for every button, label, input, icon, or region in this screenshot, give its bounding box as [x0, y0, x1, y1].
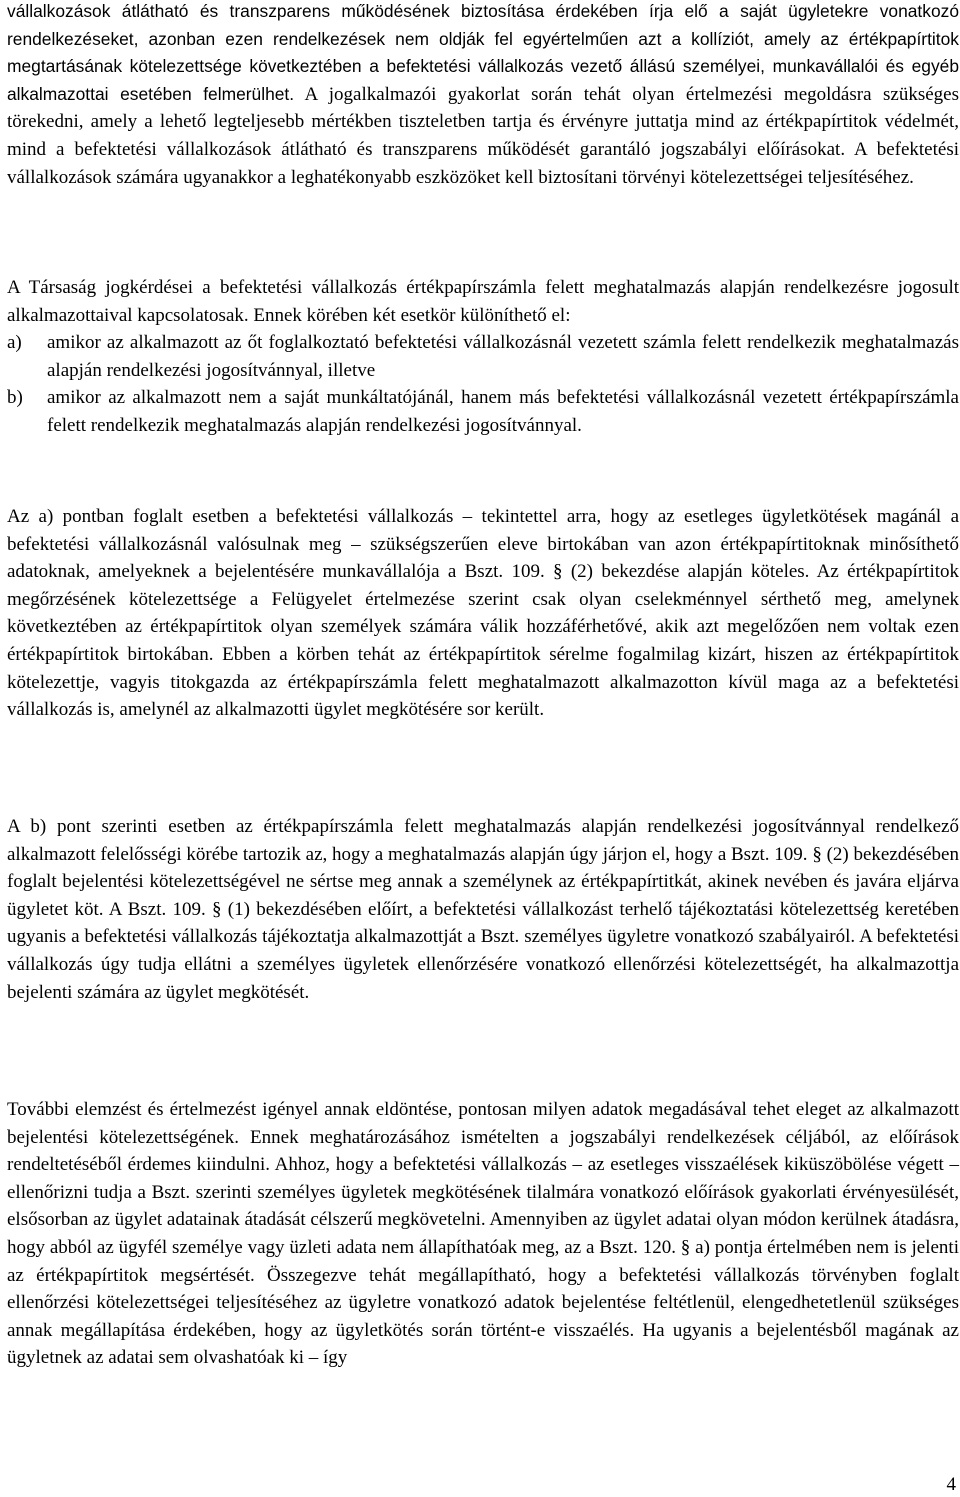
paragraph-2	[7, 274, 959, 440]
list-marker: a)	[7, 332, 22, 354]
list-item	[7, 329, 959, 384]
paragraph-5: További elemzést és értelmezést igényel annak eldöntése, pontosan milyen adatok megadásával tehet eleget az alkalmazott bejelentési kötelezettségének. Ennek meghatározásához ismételten a jogszabályi rendelkezések céljából, az előírások rendeltetéséből érdemes kiindulni. Ahhoz, hogy a befektetési vállalkozás – az esetleges visszaélések kiküszöbölése végett – ellenőrizni tudja a Bszt. szerinti személyes ügyletek megkötésének tilalmára vonatkozó előírások gyakorlati érvényesülését, elsősorban az ügylet adatainak átadását célszerű megkövetelni. Amennyiben az ügylet adatai olyan módon kerülnek átadásra, hogy abból az ügyfél személye vagy üzleti adata nem állapíthatóak meg, az a Bszt. 120. § a) pontja értelmében nem is jelenti az értékpapírtitok megsértését. Összegezve tehát megállapítható, hogy a befektetési vállalkozás törvényben foglalt ellenőrzési kötelezettségei teljesítéséhez az ügyletre vonatkozó adatok bejelentése feltétlenül, elengedhetetlenül szükséges annak megállapítása érdekében, hogy az ügyletkötés során történt-e visszaélés. Ha ugyanis a bejelentésből magának az ügyletnek az adatai sem olvashatóak ki – így	[7, 1099, 959, 1369]
page-number: 4	[946, 1474, 956, 1495]
paragraph-3: Az a) pontban foglalt esetben a befektetési vállalkozás – tekintettel arra, hogy az esetleges ügyletkötések magánál a befektetési vállalkozásnál valósulnak meg – szükségszerűen eleve birtokában van azon értékpapírtitoknak minősíthető adatoknak, amelyeknek a bejelentésére munkavállalója a Bszt. 109. § (2) bekezdése alapján köteles. Az értékpapírtitok megőrzésének kötelezettsége a Felügyelet értelmezése szerint csak olyan cselekménnyel sérthető meg, amelynek következtében az értékpapírtitok olyan személyek számára válik hozzáférhetővé, akik azt megelőzően nem voltak ezen értékpapírtitok birtokában. Ebben a körben tehát az értékpapírtitok sérelme fogalmilag kizárt, hiszen az értékpapírtitok kötelezettje, vagyis titokgazda az értékpapírszámla felett meghatalmazott alkalmazotton kívül maga az a befektetési vállalkozás is, amelynél az alkalmazotti ügylet megkötésére sor került.	[7, 506, 959, 721]
paragraph-1-sans-text: vállalkozások átlátható és transzparens működésének biztosítása érdekében írja elő a saját ügyletekre vonatkozó rendelkezéseket, azonban ezen rendelkezések nem oldják fel egyértelműen azt a kollíziót, amely az értékpapírtitok megtartásának kötelezettsége következtében a befektetési vállalkozás vezető állású személyei, munkavállalói és egyéb alkalmazottai esetében felmerülhet.	[7, 1, 959, 104]
document-page	[7, 0, 959, 1497]
list-item	[7, 384, 959, 439]
list-marker: b)	[7, 387, 23, 409]
paragraph-4: A b) pont szerinti esetben az értékpapírszámla felett meghatalmazás alapján rendelkezési jogosítvánnyal rendelkező alkalmazott felelősségi körébe tartozik az, hogy a meghatalmazás alapján úgy járjon el, hogy a Bszt. 109. § (2) bekezdésében foglalt bejelentési kötelezettségével ne sértse meg annak a személynek az értékpapírtitkát, akinek nevében és javára eljárva ügyletet köt. A Bszt. 109. § (1) bekezdésében előírt, a befektetési vállalkozást terhelő tájékoztatási kötelezettség keretében ugyanis a befektetési vállalkozás tájékoztatja alkalmazottját a Bszt. személyes ügyletre vonatkozó szabályairól. A befektetési vállalkozás úgy tudja ellátni a személyes ügyletek ellenőrzésére vonatkozó ellenőrzési kötelezettségét, ha alkalmazottja bejelenti számára az ügylet megkötését.	[7, 816, 959, 1003]
paragraph-1-serif-text: A jogalkalmazói gyakorlat során tehát olyan értelmezési megoldásra szükséges törekedni, amely a lehető legteljesebb mértékben tiszteletben tartja és érvényre juttatja mind az értékpapírtitok védelmét, mind a befektetési vállalkozások átlátható és transzparens működését garantáló jogszabályi előírásokat. A befektetési vállalkozások számára ugyanakkor a leghatékonyabb eszközöket kell biztosítani törvényi kötelezettségei teljesítéséhez.	[7, 83, 959, 188]
list-item-text: amikor az alkalmazott az őt foglalkoztató befektetési vállalkozásnál vezetett számla felett rendelkezik meghatalmazás alapján rendelkezési jogosítvánnyal, illetve	[47, 332, 959, 381]
paragraph-2-intro: A Társaság jogkérdései a befektetési vállalkozás értékpapírszámla felett meghatalmazás alapján rendelkezésre jogosult alkalmazottaival kapcsolatosak. Ennek körében két esetkör különíthető el:	[7, 277, 959, 326]
list-item-text: amikor az alkalmazott nem a saját munkáltatójánál, hanem más befektetési vállalkozásnál vezetett értékpapírszámla felett rendelkezik meghatalmazás alapján rendelkezési jogosítvánnyal.	[47, 387, 959, 436]
paragraph-1	[7, 0, 959, 191]
case-list	[7, 329, 959, 439]
